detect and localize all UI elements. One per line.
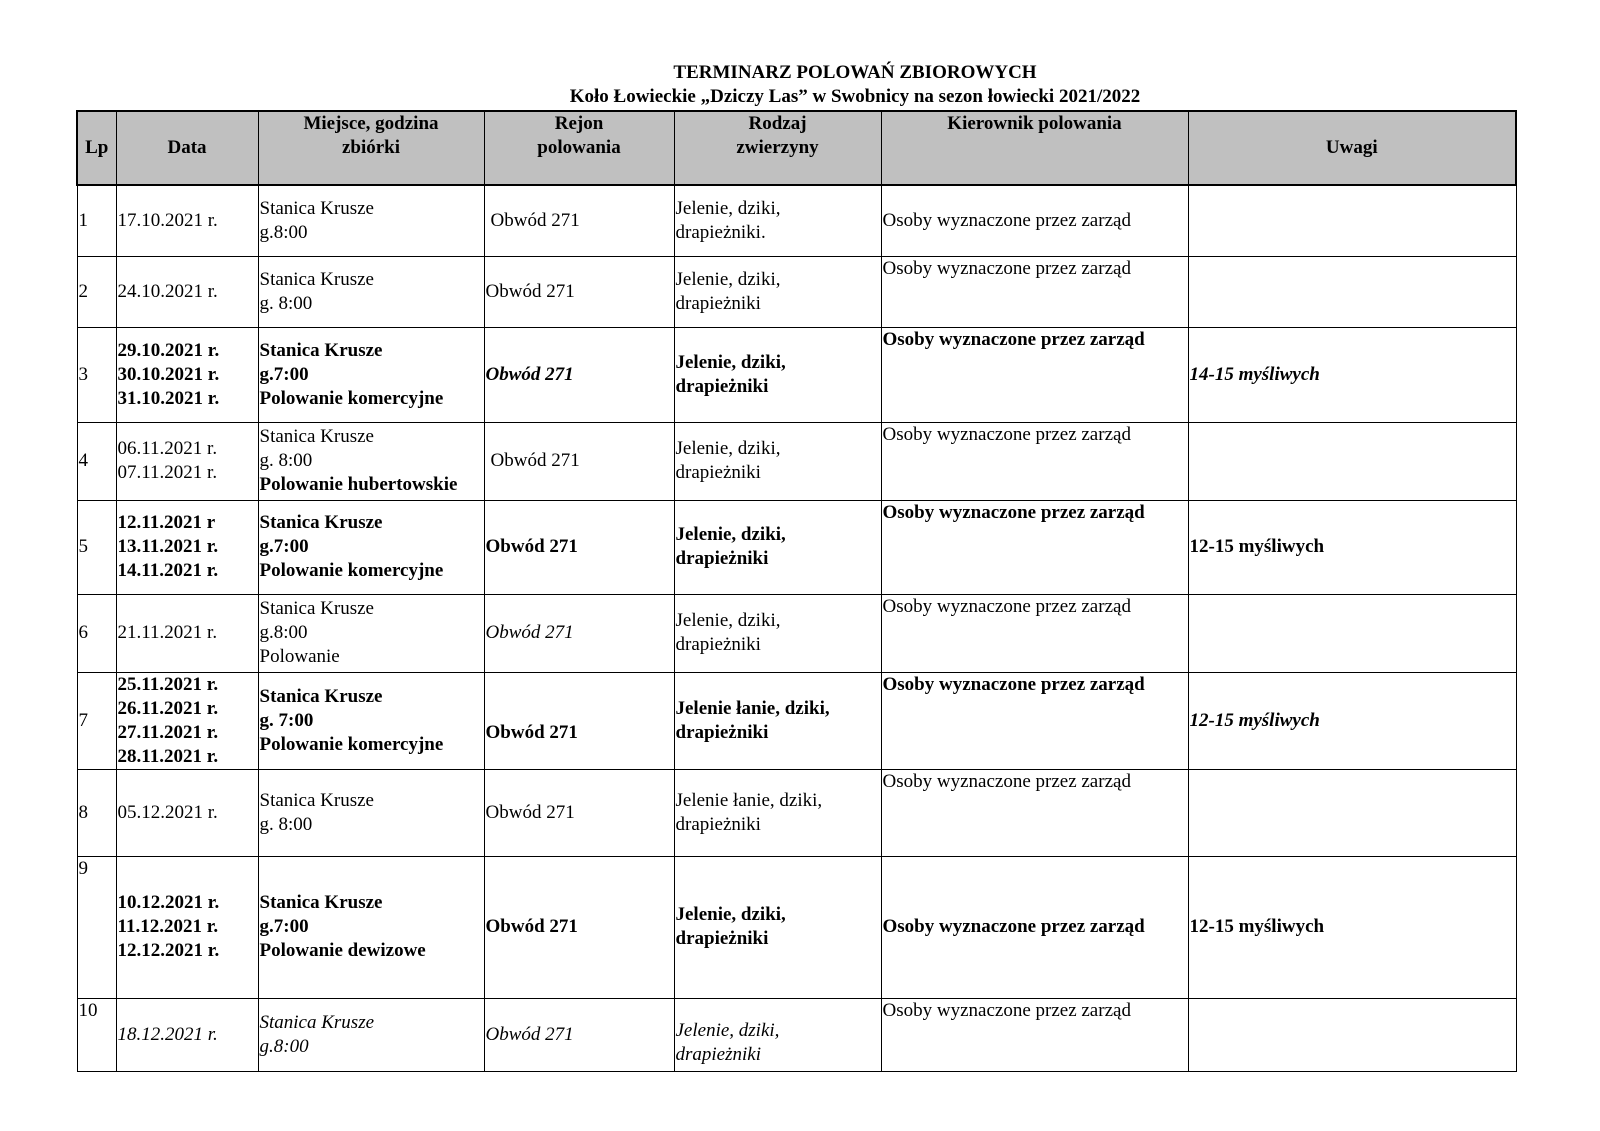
cell-leader: Osoby wyznaczone przez zarząd [881, 769, 1188, 856]
cell-place: Stanica Krusze g. 8:00 [258, 256, 484, 327]
table-row [77, 256, 1516, 327]
cell-date: 25.11.2021 r. 26.11.2021 r. 27.11.2021 r. 28.11.2021 r. [116, 672, 258, 769]
cell-game: Jelenie, dziki, drapieżniki [674, 998, 881, 1071]
cell-game: Jelenie, dziki, drapieżniki [674, 594, 881, 672]
cell-lp: 3 [77, 327, 116, 422]
table-row [77, 594, 1516, 672]
cell-notes [1188, 594, 1516, 672]
cell-leader: Osoby wyznaczone przez zarząd [881, 998, 1188, 1071]
col-header-lp: Lp [77, 111, 116, 185]
col-header-kierownik: Kierownik polowania [881, 111, 1188, 185]
col-header-data: Data [116, 111, 258, 185]
cell-region: Obwód 271 [484, 422, 674, 500]
cell-date: 24.10.2021 r. [116, 256, 258, 327]
cell-notes [1188, 256, 1516, 327]
cell-region: Obwód 271 [484, 856, 674, 998]
col-header-uwagi: Uwagi [1188, 111, 1516, 185]
cell-notes [1188, 422, 1516, 500]
cell-leader: Osoby wyznaczone przez zarząd [881, 594, 1188, 672]
cell-leader: Osoby wyznaczone przez zarząd [881, 500, 1188, 594]
cell-place: Stanica Krusze g.8:00 [258, 185, 484, 256]
cell-region: Obwód 271 [484, 594, 674, 672]
cell-notes [1188, 769, 1516, 856]
cell-lp: 6 [77, 594, 116, 672]
cell-region: Obwód 271 [484, 256, 674, 327]
cell-leader: Osoby wyznaczone przez zarząd [881, 856, 1188, 998]
cell-lp: 5 [77, 500, 116, 594]
cell-lp: 8 [77, 769, 116, 856]
cell-game: Jelenie, dziki, drapieżniki [674, 500, 881, 594]
cell-lp: 9 [77, 856, 116, 998]
table-row [77, 769, 1516, 856]
cell-lp: 7 [77, 672, 116, 769]
col-header-rejon: Rejon polowania [484, 111, 674, 185]
cell-region: Obwód 271 [484, 500, 674, 594]
cell-leader: Osoby wyznaczone przez zarząd [881, 672, 1188, 769]
cell-place: Stanica Krusze g. 8:00 [258, 769, 484, 856]
cell-notes: 14-15 myśliwych [1188, 327, 1516, 422]
cell-game: Jelenie, dziki, drapieżniki [674, 422, 881, 500]
cell-place: Stanica Krusze g.7:00 Polowanie komercyjne [258, 500, 484, 594]
cell-date: 05.12.2021 r. [116, 769, 258, 856]
document-title: TERMINARZ POLOWAŃ ZBIOROWYCH [673, 62, 1037, 83]
cell-leader: Osoby wyznaczone przez zarząd [881, 422, 1188, 500]
table-row [77, 500, 1516, 594]
cell-lp: 1 [77, 185, 116, 256]
cell-notes: 12-15 myśliwych [1188, 500, 1516, 594]
cell-game: Jelenie, dziki, drapieżniki [674, 327, 881, 422]
cell-notes: 12-15 myśliwych [1188, 856, 1516, 998]
col-header-miejsce: Miejsce, godzina zbiórki [258, 111, 484, 185]
cell-place: Stanica Krusze g.8:00 [258, 998, 484, 1071]
cell-leader: Osoby wyznaczone przez zarząd [881, 256, 1188, 327]
cell-region: Obwód 271 [484, 327, 674, 422]
cell-place: Stanica Krusze g. 8:00 Polowanie hubertowskie [258, 422, 484, 500]
table-row [77, 998, 1516, 1071]
cell-lp: 4 [77, 422, 116, 500]
cell-date: 17.10.2021 r. [116, 185, 258, 256]
table-row [77, 327, 1516, 422]
cell-date: 21.11.2021 r. [116, 594, 258, 672]
schedule-table [76, 110, 1517, 1072]
cell-date: 12.11.2021 r 13.11.2021 r. 14.11.2021 r. [116, 500, 258, 594]
cell-notes [1188, 998, 1516, 1071]
cell-region: Obwód 271 [484, 998, 674, 1071]
cell-region: Obwód 271 [484, 769, 674, 856]
cell-date: 18.12.2021 r. [116, 998, 258, 1071]
cell-game: Jelenie, dziki, drapieżniki [674, 256, 881, 327]
cell-place: Stanica Krusze g.7:00 Polowanie komercyjne [258, 327, 484, 422]
table-row [77, 422, 1516, 500]
cell-place: Stanica Krusze g.8:00 Polowanie [258, 594, 484, 672]
cell-region: Obwód 271 [484, 672, 674, 769]
cell-date: 10.12.2021 r. 11.12.2021 r. 12.12.2021 r. [116, 856, 258, 998]
cell-game: Jelenie, dziki, drapieżniki. [674, 185, 881, 256]
cell-game: Jelenie łanie, dziki, drapieżniki [674, 672, 881, 769]
cell-place: Stanica Krusze g.7:00 Polowanie dewizowe [258, 856, 484, 998]
cell-date: 29.10.2021 r. 30.10.2021 r. 31.10.2021 r. [116, 327, 258, 422]
table-row [77, 185, 1516, 256]
header-row [77, 111, 1516, 185]
table-row [77, 856, 1516, 998]
cell-game: Jelenie łanie, dziki, drapieżniki [674, 769, 881, 856]
cell-region: Obwód 271 [484, 185, 674, 256]
cell-notes [1188, 185, 1516, 256]
col-header-rodzaj: Rodzaj zwierzyny [674, 111, 881, 185]
cell-notes: 12-15 myśliwych [1188, 672, 1516, 769]
cell-place: Stanica Krusze g. 7:00 Polowanie komercyjne [258, 672, 484, 769]
document-subtitle: Koło Łowieckie „Dziczy Las” w Swobnicy na sezon łowiecki 2021/2022 [569, 86, 1141, 107]
cell-lp: 10 [77, 998, 116, 1071]
cell-leader: Osoby wyznaczone przez zarząd [881, 185, 1188, 256]
table-row [77, 672, 1516, 769]
cell-lp: 2 [77, 256, 116, 327]
cell-game: Jelenie, dziki, drapieżniki [674, 856, 881, 998]
cell-date: 06.11.2021 r. 07.11.2021 r. [116, 422, 258, 500]
cell-leader: Osoby wyznaczone przez zarząd [881, 327, 1188, 422]
